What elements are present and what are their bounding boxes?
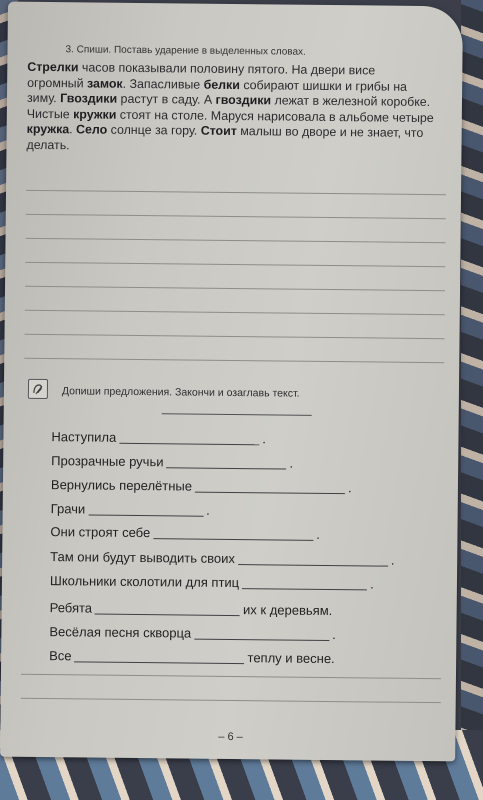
text-segment: часов показывали половину пятого. На двери висе bbox=[78, 60, 376, 78]
answer-blank[interactable] bbox=[74, 661, 244, 665]
text-segment: зиму. bbox=[26, 91, 61, 106]
sentence-start: Они строят себе bbox=[50, 524, 151, 541]
sentence-line bbox=[50, 548, 394, 570]
text-segment: стоят на столе. Маруся нарисовала в альбоме четыре bbox=[116, 107, 434, 125]
highlighted-word: Стрелки bbox=[27, 59, 79, 75]
writing-line[interactable] bbox=[21, 698, 441, 703]
sentence-end: . bbox=[262, 431, 266, 447]
sentence-end: . bbox=[316, 526, 320, 542]
sentence-start: Все bbox=[49, 648, 72, 664]
answer-blank[interactable] bbox=[95, 614, 240, 618]
highlighted-word: Стоит bbox=[200, 124, 237, 139]
text-segment: собирают шишки и грибы на bbox=[239, 77, 408, 94]
sentence-start: Наступила bbox=[51, 429, 117, 445]
pencil-writing-icon bbox=[28, 379, 48, 399]
highlighted-word: замок bbox=[86, 76, 123, 91]
sentence-end: . bbox=[206, 502, 210, 518]
writing-line[interactable] bbox=[24, 358, 444, 363]
exercise-2-title: Допиши предложения. Закончи и озаглавь текст. bbox=[61, 385, 300, 400]
sentence-start: Ребята bbox=[49, 600, 93, 616]
writing-line[interactable] bbox=[25, 286, 445, 291]
writing-line[interactable] bbox=[25, 262, 445, 267]
exercise-1-text bbox=[26, 60, 457, 158]
sentence-line bbox=[51, 452, 293, 473]
writing-line[interactable] bbox=[26, 214, 446, 219]
highlighted-word: Село bbox=[76, 122, 108, 138]
sentence-start: Прозрачные ручьи bbox=[51, 453, 164, 470]
sentence-line bbox=[49, 647, 335, 668]
sentence-start: Вернулись перелётные bbox=[50, 477, 193, 494]
sentence-line bbox=[50, 523, 320, 544]
sentence-end: . bbox=[347, 480, 352, 496]
highlighted-word: кружки bbox=[73, 107, 117, 122]
answer-blank[interactable] bbox=[242, 588, 367, 591]
highlighted-word: белки bbox=[203, 77, 240, 92]
text-segment: растут в саду. А bbox=[117, 91, 216, 107]
sentence-start: Школьники сколотили для птиц bbox=[49, 573, 240, 591]
writing-line[interactable] bbox=[26, 238, 446, 243]
text-segment: Чистые bbox=[26, 106, 74, 122]
sentence-end: . bbox=[332, 627, 336, 643]
writing-line[interactable] bbox=[25, 334, 445, 339]
sentence-end: . bbox=[390, 552, 395, 568]
text-segment: . bbox=[69, 122, 77, 137]
sentence-start: Там они будут выводить своих bbox=[50, 549, 235, 567]
answer-blank[interactable] bbox=[194, 639, 329, 642]
answer-blank[interactable] bbox=[153, 538, 313, 542]
sentence-line bbox=[50, 599, 333, 620]
text-segment: . Запасливые bbox=[122, 76, 204, 92]
answer-blank[interactable] bbox=[119, 443, 259, 446]
answer-blank[interactable] bbox=[238, 564, 388, 568]
sentence-start: Грачи bbox=[50, 501, 86, 517]
highlighted-word: Гвоздики bbox=[60, 91, 118, 106]
text-segment: малыш во дворе и не знает, что bbox=[236, 124, 424, 141]
writing-line[interactable] bbox=[26, 190, 446, 195]
answer-blank[interactable] bbox=[195, 492, 345, 496]
sentence-line bbox=[51, 476, 352, 497]
background-fabric-right bbox=[461, 0, 483, 800]
sentence-line bbox=[49, 623, 336, 644]
sentence-line bbox=[51, 428, 266, 448]
text-segment: солнце за гору. bbox=[107, 123, 201, 139]
workbook-page bbox=[0, 2, 463, 762]
text-segment: лежат в железной коробке. bbox=[270, 93, 431, 110]
page-number: – 6 – bbox=[218, 730, 243, 744]
text-segment: делать. bbox=[26, 137, 70, 153]
title-blank-line[interactable] bbox=[162, 413, 312, 416]
sentence-end: их к деревьям. bbox=[243, 602, 333, 619]
answer-blank[interactable] bbox=[166, 467, 286, 470]
sentence-end: . bbox=[289, 455, 294, 471]
exercise-1-title: 3. Спиши. Поставь ударение в выделенных словах. bbox=[65, 44, 306, 58]
sentence-end: теплу и весне. bbox=[247, 650, 335, 667]
sentence-line bbox=[51, 500, 210, 520]
highlighted-word: кружка bbox=[26, 122, 70, 137]
sentence-line bbox=[50, 572, 374, 593]
highlighted-word: гвоздики bbox=[215, 92, 272, 108]
sentence-end: . bbox=[370, 576, 374, 592]
writing-line[interactable] bbox=[21, 674, 441, 679]
answer-blank[interactable] bbox=[88, 514, 203, 517]
sentence-start: Весёлая песня скворца bbox=[49, 624, 192, 641]
text-segment: огромный bbox=[27, 75, 88, 91]
writing-line[interactable] bbox=[25, 310, 445, 315]
